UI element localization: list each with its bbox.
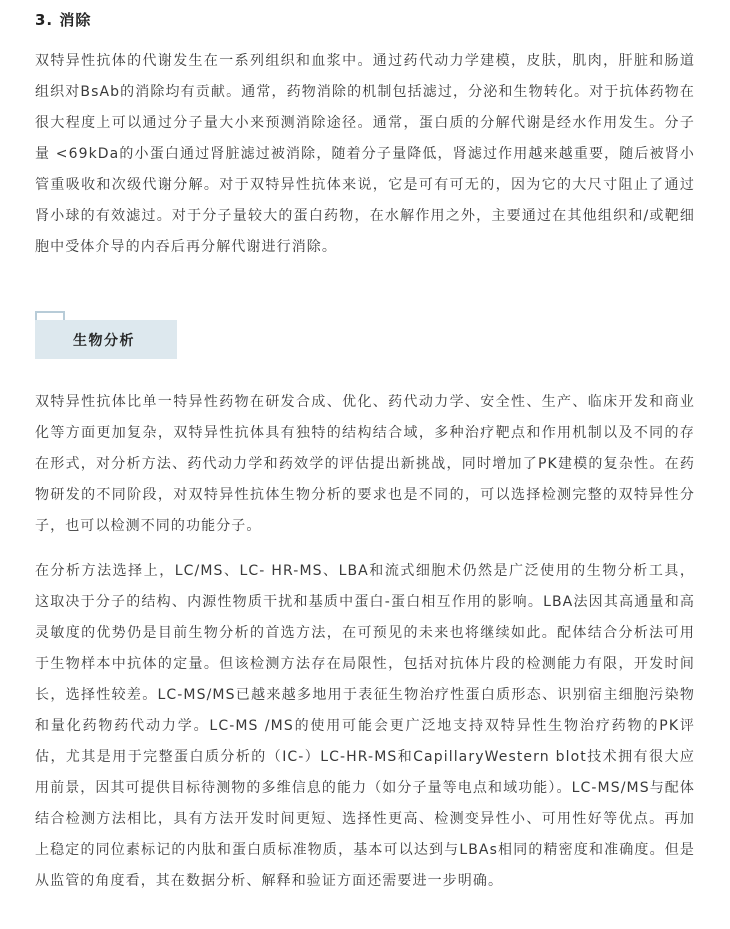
paragraph-bioanalysis-intro: 双特异性抗体比单一特异性药物在研发合成、优化、药代动力学、安全性、生产、临床开发和商业化等方面更加复杂，双特异性抗体具有独特的结构结合域，多种治疗靶点和作用机制以及不同的存在形式，对分析方法、药代动力学和药效学的评估提出新挑战，同时增加了PK建模的复杂性。在药物研发的不同阶段，对双特异性抗体生物分析的要求也是不同的，可以选择检测完整的双特异性分子，也可以检测不同的功能分子。 bbox=[35, 394, 695, 534]
subsection-title-box bbox=[35, 320, 177, 359]
subsection-header bbox=[35, 311, 177, 359]
paragraph-methods: 在分析方法选择上，LC/MS、LC- HR-MS、LBA和流式细胞术仍然是广泛使用的生物分析工具，这取决于分子的结构、内源性物质干扰和基质中蛋白-蛋白相互作用的影响。LBA法因其高通量和高灵敏度的优势仍是目前生物分析的首选方法，在可预见的未来也将继续如此。配体结合分析法可用于生物样本中抗体的定量。但该检测方法存在局限性，包括对抗体片段的检测能力有限，开发时间长，选择性较差。LC-MS/MS已越来越多地用于表征生物治疗性蛋白质形态、识别宿主细胞污染物和量化药物药代动力学。LC-MS /MS的使用可能会更广泛地支持双特异性生物治疗药物的PK评估，尤其是用于完整蛋白质分析的（IC-）LC-HR-MS和CapillaryWestern blot技术拥有很大应用前景，因其可提供目标待测物的多维信息的能力（如分子量等电点和域功能）。LC-MS/MS与配体结合检测方法相比，具有方法开发时间更短、选择性更高、检测变异性小、可用性好等优点。再加上稳定的同位素标记的内肽和蛋白质标准物质，基本可以达到与LBAs相同的精密度和准确度。但是从监管的角度看，其在数据分析、解释和验证方面还需要进一步明确。 bbox=[35, 563, 695, 889]
section-heading: 3. 消除 bbox=[35, 11, 92, 29]
paragraph-elimination: 双特异性抗体的代谢发生在一系列组织和血浆中。通过药代动力学建模，皮肤，肌肉，肝脏和肠道组织对BsAb的消除均有贡献。通常，药物消除的机制包括滤过，分泌和生物转化。对于抗体药物在很大程度上可以通过分子量大小来预测消除途径。通常，蛋白质的分解代谢是经水作用发生。分子量 <69kDa的小蛋白通过肾脏滤过被消除，随着分子量降低，肾滤过作用越来越重要，随后被肾小管重吸收和次级代谢分解。对于双特异性抗体来说，它是可有可无的，因为它的大尺寸阻止了通过肾小球的有效滤过。对于分子量较大的蛋白药物，在水解作用之外，主要通过在其他组织和/或靶细胞中受体介导的内吞后再分解代谢进行消除。 bbox=[35, 53, 695, 255]
subsection-title: 生物分析 bbox=[73, 333, 135, 349]
